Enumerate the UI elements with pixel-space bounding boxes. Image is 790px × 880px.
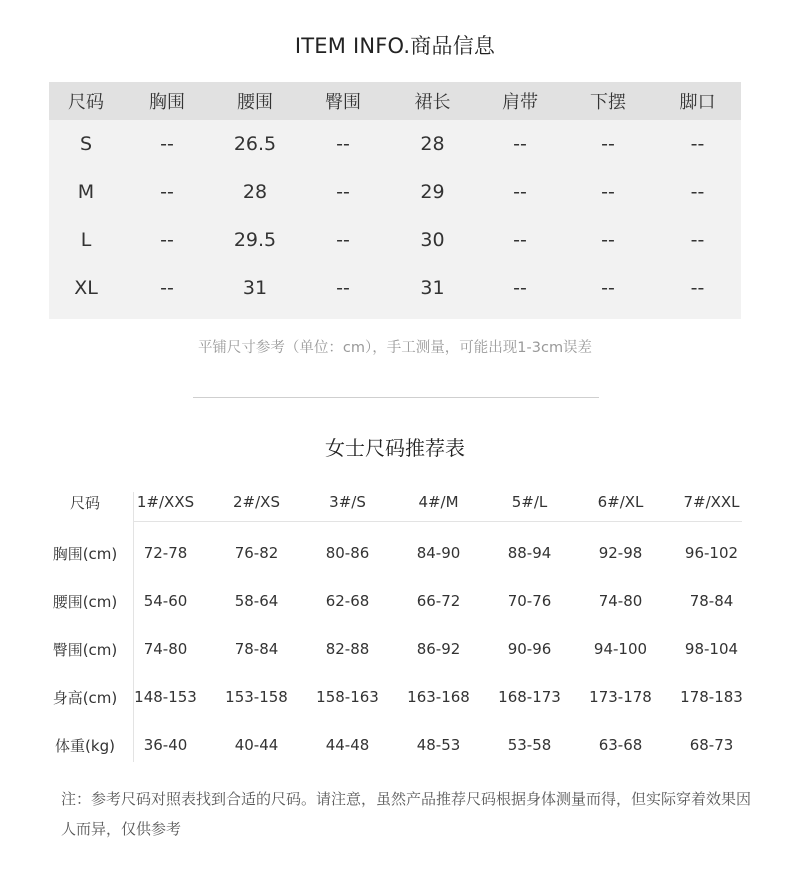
table-cell: -- bbox=[160, 229, 174, 251]
table-cell: -- bbox=[601, 181, 615, 203]
column-header: 1#/XXS bbox=[136, 493, 195, 511]
column-header: 臀围 bbox=[325, 92, 361, 113]
measurement-note: 平铺尺寸参考（单位：cm），手工测量，可能出现1-3cm误差 bbox=[197, 340, 593, 356]
column-header: 肩带 bbox=[502, 92, 538, 113]
table-cell: 82-88 bbox=[325, 640, 370, 658]
header-column-divider bbox=[133, 492, 134, 762]
size-chart-title: 女士尺码推荐表 bbox=[325, 436, 465, 460]
table-cell: 31 bbox=[420, 277, 445, 299]
column-header: 腰围 bbox=[237, 92, 273, 113]
table-cell: 31 bbox=[242, 277, 268, 299]
table-cell: 26.5 bbox=[233, 133, 277, 155]
measure-label: 臀围(cm) bbox=[52, 640, 118, 659]
size-chart-header-row bbox=[50, 482, 750, 522]
table-row bbox=[50, 577, 750, 625]
column-header: 下摆 bbox=[590, 92, 626, 113]
column-header: 胸围 bbox=[149, 92, 185, 113]
table-cell: 94-100 bbox=[593, 640, 648, 658]
table-row bbox=[49, 264, 741, 312]
table-cell: 178-183 bbox=[680, 688, 743, 706]
item-info-title: ITEM INFO.商品信息 bbox=[294, 34, 496, 58]
table-cell: 90-96 bbox=[507, 640, 552, 658]
item-info-body bbox=[49, 120, 741, 312]
size-label: L bbox=[80, 229, 92, 251]
table-cell: 44-48 bbox=[325, 736, 370, 754]
table-row bbox=[50, 625, 750, 673]
table-cell: 72-78 bbox=[143, 544, 188, 562]
item-info-header-row bbox=[49, 82, 741, 120]
column-header: 脚口 bbox=[679, 92, 716, 113]
table-cell: -- bbox=[336, 133, 350, 155]
table-cell: 98-104 bbox=[684, 640, 739, 658]
table-cell: 28 bbox=[242, 181, 268, 203]
table-cell: 29.5 bbox=[233, 229, 277, 251]
table-cell: -- bbox=[513, 133, 527, 155]
section-divider bbox=[193, 397, 599, 398]
table-cell: 40-44 bbox=[234, 736, 279, 754]
table-cell: 168-173 bbox=[498, 688, 561, 706]
table-cell: 70-76 bbox=[507, 592, 552, 610]
table-cell: 66-72 bbox=[416, 592, 461, 610]
table-cell: 30 bbox=[420, 229, 445, 251]
table-cell: 158-163 bbox=[316, 688, 379, 706]
table-cell: 173-178 bbox=[589, 688, 652, 706]
size-label: M bbox=[77, 181, 95, 203]
table-cell: 80-86 bbox=[325, 544, 370, 562]
table-cell: 86-92 bbox=[416, 640, 461, 658]
table-cell: -- bbox=[690, 181, 705, 203]
table-cell: 74-80 bbox=[598, 592, 643, 610]
table-cell: -- bbox=[601, 229, 615, 251]
table-cell: -- bbox=[336, 181, 350, 203]
table-cell: 84-90 bbox=[416, 544, 461, 562]
column-header: 尺码 bbox=[68, 92, 104, 113]
column-header: 尺码 bbox=[69, 493, 100, 512]
table-cell: 88-94 bbox=[507, 544, 552, 562]
measure-label: 胸围(cm) bbox=[52, 544, 118, 563]
table-cell: 68-73 bbox=[689, 736, 734, 754]
table-cell: 58-64 bbox=[234, 592, 279, 610]
table-cell: -- bbox=[336, 277, 350, 299]
table-cell: -- bbox=[160, 277, 174, 299]
column-header: 4#/M bbox=[418, 493, 459, 511]
table-cell: 148-153 bbox=[134, 688, 197, 706]
table-cell: -- bbox=[690, 133, 705, 155]
table-cell: 163-168 bbox=[407, 688, 470, 706]
table-cell: 29 bbox=[420, 181, 445, 203]
size-chart-table bbox=[50, 482, 750, 769]
table-cell: -- bbox=[513, 229, 527, 251]
table-cell: 92-98 bbox=[598, 544, 643, 562]
table-cell: 62-68 bbox=[325, 592, 370, 610]
table-cell: -- bbox=[513, 181, 527, 203]
table-cell: 78-84 bbox=[234, 640, 279, 658]
table-cell: -- bbox=[513, 277, 527, 299]
table-cell: 74-80 bbox=[143, 640, 188, 658]
table-cell: 28 bbox=[420, 133, 445, 155]
table-row bbox=[49, 120, 741, 168]
table-cell: -- bbox=[336, 229, 350, 251]
table-cell: -- bbox=[690, 277, 705, 299]
table-cell: 76-82 bbox=[234, 544, 279, 562]
size-chart-body bbox=[50, 522, 750, 769]
table-cell: -- bbox=[160, 133, 174, 155]
table-cell: 36-40 bbox=[143, 736, 188, 754]
table-cell: 63-68 bbox=[598, 736, 643, 754]
size-label: XL bbox=[74, 277, 98, 299]
size-chart-note: 注：参考尺码对照表找到合适的尺码。请注意，虽然产品推荐尺码根据身体测量而得，但实际穿着效果因人而异，仅供参考 bbox=[61, 790, 752, 838]
item-info-table bbox=[49, 82, 741, 319]
column-header: 3#/S bbox=[329, 493, 366, 511]
table-cell: -- bbox=[601, 133, 615, 155]
table-cell: -- bbox=[160, 181, 174, 203]
table-row bbox=[49, 216, 741, 264]
table-row bbox=[50, 529, 750, 577]
column-header: 7#/XXL bbox=[683, 493, 740, 511]
measure-label: 体重(kg) bbox=[55, 736, 115, 755]
column-header: 2#/XS bbox=[233, 493, 280, 511]
table-cell: 48-53 bbox=[416, 736, 461, 754]
measure-label: 身高(cm) bbox=[52, 688, 118, 707]
table-row bbox=[49, 168, 741, 216]
table-cell: -- bbox=[601, 277, 615, 299]
table-row bbox=[50, 673, 750, 721]
size-label: S bbox=[79, 133, 93, 155]
column-header: 裙长 bbox=[414, 92, 451, 113]
table-cell: 96-102 bbox=[684, 544, 739, 562]
column-header: 6#/XL bbox=[597, 493, 644, 511]
table-cell: 53-58 bbox=[507, 736, 552, 754]
table-row bbox=[50, 721, 750, 769]
table-cell: -- bbox=[690, 229, 705, 251]
column-header: 5#/L bbox=[511, 493, 548, 511]
measure-label: 腰围(cm) bbox=[52, 592, 118, 611]
table-cell: 153-158 bbox=[225, 688, 288, 706]
table-cell: 54-60 bbox=[143, 592, 188, 610]
table-cell: 78-84 bbox=[689, 592, 734, 610]
